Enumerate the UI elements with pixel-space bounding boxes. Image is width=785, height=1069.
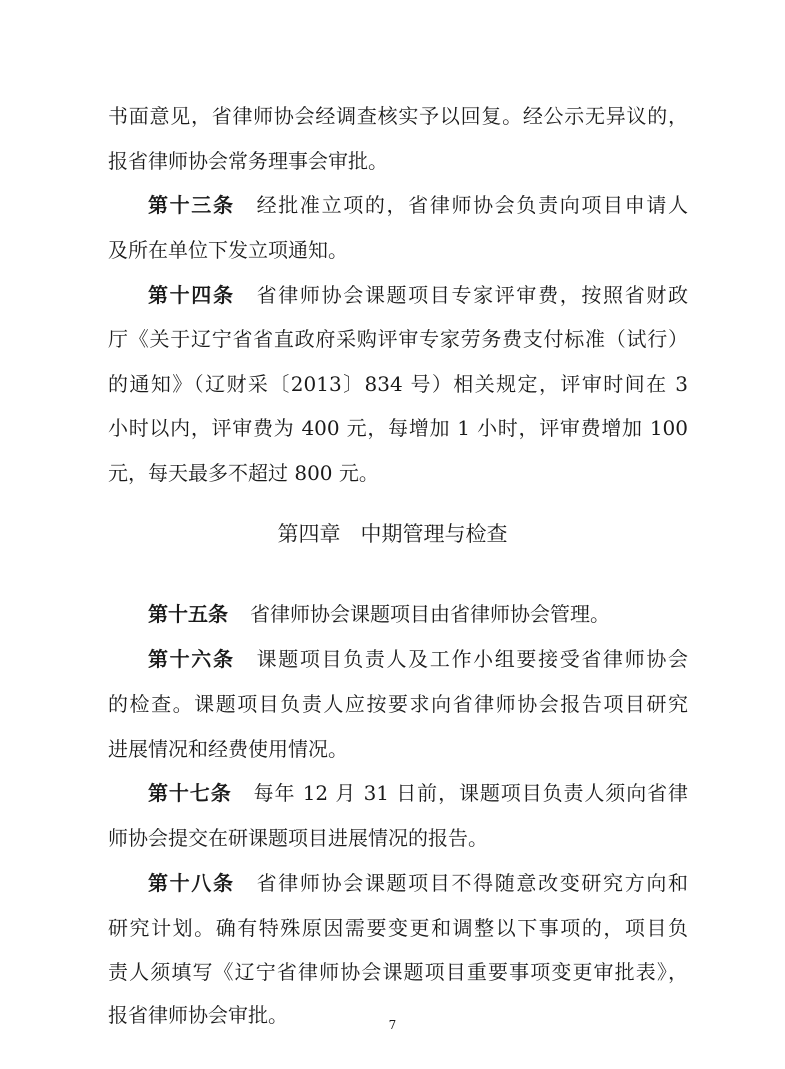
article-18-first-line	[148, 871, 688, 895]
paragraph-line: 的通知》（辽财采〔2013〕834 号）相关规定，评审时间在 3	[108, 372, 688, 396]
article-17-first-line	[148, 781, 688, 805]
article-13-text: 经批准立项的，省律师协会负责向项目申请人	[256, 193, 688, 217]
page-number: 7	[388, 1018, 397, 1032]
paragraph-line: 研究计划。确有特殊原因需要变更和调整以下事项的，项目负	[108, 916, 688, 940]
article-14-text: 省律师协会课题项目专家评审费，按照省财政	[256, 283, 688, 307]
article-16-first-line	[148, 647, 688, 671]
paragraph-line: 元，每天最多不超过 800 元。	[108, 461, 379, 485]
paragraph-line: 书面意见，省律师协会经调查核实予以回复。经公示无异议的，	[108, 104, 688, 128]
article-15-first-line	[148, 602, 688, 626]
article-16-heading: 第十六条	[148, 647, 235, 671]
paragraph-line: 小时以内，评审费为 400 元，每增加 1 小时，评审费增加 100	[108, 416, 688, 440]
article-17-heading: 第十七条	[148, 781, 232, 805]
paragraph-line: 进展情况和经费使用情况。	[108, 737, 348, 761]
article-18-heading: 第十八条	[148, 871, 235, 895]
chapter-title: 中期管理与检查	[360, 522, 508, 546]
paragraph-line: 厅《关于辽宁省省直政府采购评审专家劳务费支付标准（试行）	[108, 327, 688, 351]
paragraph-line: 的检查。课题项目负责人应按要求向省律师协会报告项目研究	[108, 692, 688, 716]
article-15-text: 省律师协会课题项目由省律师协会管理。	[250, 602, 610, 626]
paragraph-line: 报省律师协会审批。	[108, 1003, 288, 1027]
article-15-heading: 第十五条	[148, 602, 228, 626]
article-13-heading: 第十三条	[148, 193, 235, 217]
article-14-first-line	[148, 283, 688, 307]
chapter-heading	[0, 521, 785, 547]
article-16-text: 课题项目负责人及工作小组要接受省律师协会	[256, 647, 688, 671]
article-17-text: 每年 12 月 31 日前，课题项目负责人须向省律	[253, 781, 688, 805]
paragraph-line: 及所在单位下发立项通知。	[108, 238, 348, 262]
paragraph-line: 报省律师协会常务理事会审批。	[108, 149, 388, 173]
chapter-number: 第四章	[277, 522, 341, 546]
paragraph-line: 师协会提交在研课题项目进展情况的报告。	[108, 826, 488, 850]
paragraph-line: 责人须填写《辽宁省律师协会课题项目重要事项变更审批表》，	[108, 960, 688, 984]
article-18-text: 省律师协会课题项目不得随意改变研究方向和	[256, 871, 688, 895]
article-13-first-line	[148, 193, 688, 217]
article-14-heading: 第十四条	[148, 283, 235, 307]
